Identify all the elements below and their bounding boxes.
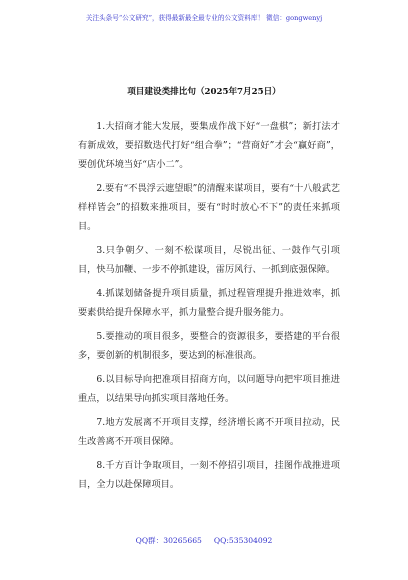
page-header bbox=[0, 14, 408, 23]
document-title: 项目建设类排比句（2025年7月25日） bbox=[127, 87, 281, 97]
paragraph: 3.只争朝夕、一刻不松谋项目，尽锐出征、一鼓作气引项目，快马加鞭、一步不停抓建设，雷厉风行、一抓到底强保障。 bbox=[78, 245, 340, 275]
header-promo-text: 关注头条号“公文研究”，获得最新最全最专业的公文资料库！ 微信：gongwenyj bbox=[85, 14, 323, 22]
paragraph: 8.千方百计争取项目，一刻不停招引项目，挂图作战推进项目，全力以赴保障项目。 bbox=[78, 460, 340, 490]
footer-qq-group: QQ群：30265665 bbox=[135, 536, 202, 545]
paragraph: 4.抓谋划储备提升项目质量，抓过程管理提升推进效率，抓要素供给提升保障水平，抓力量整合提升服务能力。 bbox=[78, 288, 340, 318]
page-footer bbox=[0, 536, 408, 546]
paragraph: 1.大招商才能大发展，要集成作战下好“一盘棋”；新打法才有新成效，要招数迭代打好“组合拳”；“营商好”才会“赢好商”，要创优环境当好“店小二”。 bbox=[78, 121, 340, 170]
paragraph: 6.以目标导向把准项目招商方向，以问题导向把牢项目推进重点，以结果导向抓实项目落地任务。 bbox=[78, 374, 340, 404]
document-body bbox=[78, 117, 340, 499]
paragraph: 2.要有“不畏浮云遮望眼”的清醒来谋项目，要有“十八般武艺样样皆会”的招数来推项目，要有“时时放心不下”的责任来抓项目。 bbox=[78, 183, 340, 232]
paragraph: 5.要推动的项目很多，要整合的资源很多，要搭建的平台很多，要创新的机制很多，要达到的标准很高。 bbox=[78, 331, 340, 361]
paragraph: 7.地方发展离不开项目支撑，经济增长离不开项目拉动，民生改善离不开项目保障。 bbox=[78, 417, 340, 447]
footer-qq: QQ:535304092 bbox=[213, 536, 273, 545]
